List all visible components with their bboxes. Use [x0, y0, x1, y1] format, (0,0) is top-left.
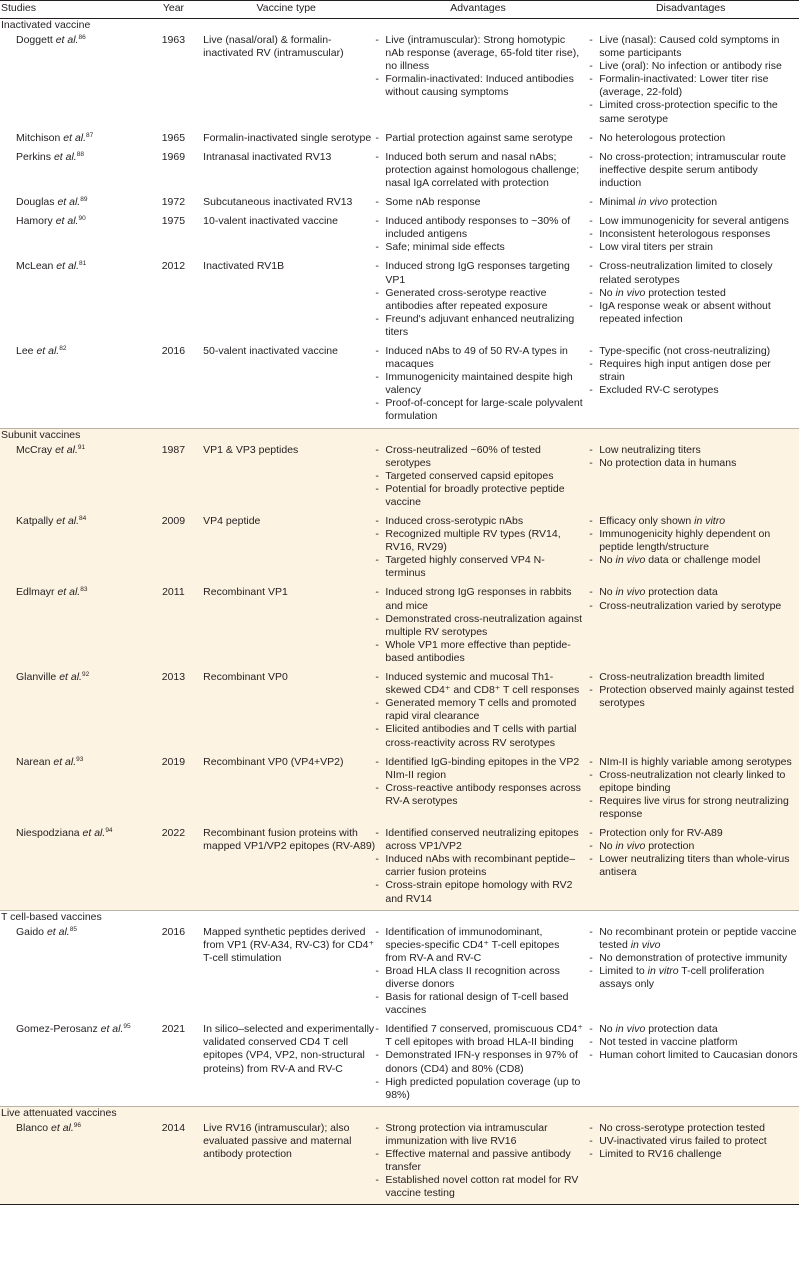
advantage-item: - Demonstrated IFN-γ responses in 97% of donors (CD4) and 80% (CD8) [375, 1049, 583, 1075]
disadvantage-item: - No in vivo protection [589, 840, 799, 853]
advantage-item: - High predicted population coverage (up to 98%) [375, 1076, 583, 1102]
advantage-item: - Proof-of-concept for large-scale polyvalent formulation [375, 397, 583, 423]
vaccine-type-cell: 50-valent inactivated vaccine [203, 344, 338, 357]
advantage-item: - Identification of immunodominant, species-specific CD4⁺ T-cell epitopes from RV-A and RV-C [375, 926, 583, 965]
table-row [0, 149, 799, 194]
disadvantage-item: - Limited to RV16 challenge [589, 1148, 799, 1161]
table-header-row [0, 0, 799, 19]
study-cell [0, 756, 148, 821]
disadvantage-cell [583, 1122, 799, 1201]
study-author: Narean [16, 755, 54, 768]
advantage-item: - Targeted highly conserved VP4 N-terminus [375, 554, 583, 580]
disadvantage-cell [583, 215, 799, 254]
disadvantage-item: - Live (nasal): Caused cold symptoms in some participants [589, 34, 799, 60]
disadvantage-item: - Protection observed mainly against tested serotypes [589, 684, 799, 710]
advantage-item: - Cross-neutralized ~60% of tested serotypes [375, 444, 583, 470]
advantage-item: - Targeted conserved capsid epitopes [375, 470, 583, 483]
year-cell: 2009 [161, 515, 186, 527]
study-etal: et al. [51, 1121, 74, 1134]
advantage-item: - Induced both serum and nasal nAbs; protection against homologous challenge; nasal IgA correlated with protection [375, 151, 583, 190]
advantage-item: - Generated cross-serotype reactive antibodies after repeated exposure [375, 287, 583, 313]
disadvantage-item: - NIm-II is highly variable among serotypes [589, 756, 799, 769]
year-cell: 2013 [161, 671, 186, 684]
vaccine-type-cell: Subcutaneous inactivated RV13 [203, 196, 353, 209]
year-cell: 2021 [161, 1023, 186, 1036]
year-cell: 1969 [161, 150, 186, 163]
disadvantage-cell [583, 515, 799, 580]
table-body [0, 19, 799, 1205]
advantage-item: - Broad HLA class II recognition across diverse donors [375, 965, 583, 991]
disadvantage-item: - Limited to in vitro T-cell proliferation assays only [589, 965, 799, 991]
disadvantage-item: - Cross-neutralization varied by serotype [589, 600, 799, 613]
vaccine-type-cell: Recombinant VP0 [203, 671, 288, 684]
study-etal: et al. [82, 827, 106, 840]
disadvantage-item: - Efficacy only shown in vitro [589, 515, 799, 528]
study-reference: 87 [86, 131, 94, 139]
disadvantage-item: - Formalin-inactivated: Lower titer rise (average, 22-fold) [589, 73, 799, 99]
table-row [0, 754, 799, 825]
disadvantage-item: - Live (oral): No infection or antibody rise [589, 60, 799, 73]
section-title: Live attenuated vaccines [1, 1106, 117, 1119]
header-vaccine-type: Vaccine type [256, 2, 316, 14]
section-title: Subunit vaccines [1, 428, 81, 441]
vaccine-type-cell: Inactivated RV1B [203, 260, 285, 273]
disadvantage-item: - No cross-protection; intramuscular route ineffective despite serum antibody induction [589, 151, 799, 190]
advantage-cell [375, 1122, 583, 1201]
advantage-item: - Induced nAbs with recombinant peptide–carrier fusion proteins [375, 853, 583, 879]
study-cell [0, 586, 148, 665]
study-etal: et al. [63, 131, 87, 144]
study-reference: 81 [79, 260, 87, 268]
advantage-item: - Immunogenicity maintained despite high valency [375, 371, 583, 397]
advantage-cell [375, 444, 583, 509]
disadvantage-item: - Type-specific (not cross-neutralizing) [589, 345, 799, 358]
advantage-item: - Formalin-inactivated: Induced antibodies without causing symptoms [375, 73, 583, 99]
disadvantage-item: - Requires live virus for strong neutralizing response [589, 795, 799, 821]
disadvantage-cell [583, 34, 799, 126]
study-etal: et al. [53, 150, 77, 163]
table-row [0, 258, 799, 343]
advantage-cell [375, 671, 583, 750]
advantage-item: - Some nAb response [375, 196, 583, 209]
disadvantage-item: - No in vivo protection data [589, 1023, 799, 1036]
advantage-cell [375, 151, 583, 190]
advantage-item: - Identified IgG-binding epitopes in the VP2 NIm-II region [375, 756, 583, 782]
study-cell [0, 260, 148, 339]
study-etal: et al. [56, 260, 80, 273]
table-row [0, 1120, 799, 1205]
disadvantage-item: - Inconsistent heterologous responses [589, 228, 799, 241]
disadvantage-cell [583, 132, 799, 145]
vaccine-type-cell: Live RV16 (intramuscular); also evaluated passive and maternal antibody protection [203, 1121, 352, 1161]
disadvantage-item: - IgA response weak or absent without repeated infection [589, 300, 799, 326]
study-etal: et al. [56, 515, 80, 527]
advantage-item: - Strong protection via intramuscular immunization with live RV16 [375, 1122, 583, 1148]
vaccine-type-cell: Recombinant fusion proteins with mapped VP1/VP2 epitopes (RV-A89) [203, 827, 376, 853]
advantage-item: - Effective maternal and passive antibody transfer [375, 1148, 583, 1174]
study-author: Niespodziana [16, 827, 83, 840]
advantage-cell [375, 260, 583, 339]
disadvantage-item: - Minimal in vivo protection [589, 196, 799, 209]
advantage-cell [375, 34, 583, 126]
disadvantage-item: - No demonstration of protective immunity [589, 952, 799, 965]
study-author: Douglas [16, 196, 58, 209]
study-cell [0, 1023, 148, 1102]
study-author: McCray [16, 443, 56, 456]
study-etal: et al. [57, 196, 81, 209]
study-reference: 86 [78, 34, 86, 41]
disadvantage-item: - Human cohort limited to Caucasian donors [589, 1049, 799, 1062]
vaccine-type-cell: Live (nasal/oral) & formalin-inactivated RV (intramuscular) [203, 34, 344, 60]
study-etal: et al. [59, 671, 82, 684]
study-cell [0, 827, 148, 906]
table-row [0, 213, 799, 258]
study-cell [0, 926, 148, 1018]
table-section [0, 429, 799, 911]
advantage-item: - Basis for rational design of T-cell based vaccines [375, 991, 583, 1017]
disadvantage-cell [583, 586, 799, 665]
study-cell [0, 345, 148, 424]
vaccine-type-cell: Formalin-inactivated single serotype [203, 131, 372, 144]
section-title: T cell-based vaccines [1, 910, 102, 923]
advantage-cell [375, 196, 583, 209]
table-section [0, 911, 799, 1107]
disadvantage-item: - No heterologous protection [589, 132, 799, 145]
study-etal: et al. [100, 1023, 124, 1036]
disadvantage-item: - No recombinant protein or peptide vaccine tested in vivo [589, 926, 799, 952]
advantage-item: - Cross-strain epitope homology with RV2 and RV14 [375, 879, 583, 905]
study-cell [0, 671, 148, 750]
advantage-item: - Live (intramuscular): Strong homotypic nAb response (average, 65-fold titer rise), no illness [375, 34, 583, 73]
advantage-item: - Identified conserved neutralizing epitopes across VP1/VP2 [375, 827, 583, 853]
vaccine-type-cell: In silico–selected and experimentally validated conserved CD4 T cell epitopes (VP4, VP2, non-structural proteins) from RV-A and RV-C [203, 1023, 375, 1075]
disadvantage-item: - Cross-neutralization limited to closely related serotypes [589, 260, 799, 286]
advantage-item: - Whole VP1 more effective than peptide-based antibodies [375, 639, 583, 665]
advantage-cell [375, 515, 583, 580]
vaccine-type-cell: 10-valent inactivated vaccine [203, 215, 338, 228]
year-cell: 2011 [162, 586, 185, 599]
study-cell [0, 151, 148, 190]
advantage-cell [375, 586, 583, 665]
disadvantage-cell [583, 926, 799, 1018]
study-reference: 96 [73, 1121, 82, 1129]
advantage-item: - Induced nAbs to 49 of 50 RV-A types in macaques [375, 345, 583, 371]
disadvantage-item: - No in vivo protection data [589, 586, 799, 599]
header-advantages: Advantages [450, 2, 506, 14]
disadvantage-cell [583, 345, 799, 424]
table-row [0, 513, 799, 584]
year-cell: 1987 [161, 443, 186, 456]
header-studies: Studies [1, 2, 37, 14]
study-author: Edlmayr [16, 586, 58, 599]
disadvantage-cell [583, 196, 799, 209]
advantage-item: - Induced antibody responses to ~30% of included antigens [375, 215, 583, 241]
study-author: Glanville [16, 671, 60, 684]
study-cell [0, 34, 148, 126]
study-etal: et al. [36, 344, 60, 357]
year-cell: 1975 [161, 215, 186, 228]
table-row [0, 584, 799, 669]
study-reference: 94 [105, 827, 113, 835]
year-cell: 2019 [161, 755, 186, 768]
vaccine-type-cell: Intranasal inactivated RV13 [203, 150, 332, 163]
study-cell [0, 444, 148, 509]
disadvantage-cell [583, 444, 799, 509]
disadvantage-cell [583, 827, 799, 906]
vaccine-type-cell: Recombinant VP0 (VP4+VP2) [203, 755, 344, 768]
disadvantage-cell [583, 151, 799, 190]
study-author: Katpally [16, 515, 57, 527]
study-author: Mitchison [16, 131, 64, 144]
vaccine-type-cell: Mapped synthetic peptides derived from VP1 (RV-A34, RV-C3) for CD4⁺ T-cell stimulation [203, 925, 375, 964]
year-cell: 2012 [161, 260, 186, 273]
advantage-item: - Generated memory T cells and promoted rapid viral clearance [375, 697, 583, 723]
study-author: Gaido [16, 925, 47, 938]
study-reference: 95 [123, 1023, 131, 1031]
disadvantage-item: - Not tested in vaccine platform [589, 1036, 799, 1049]
disadvantage-item: - No cross-serotype protection tested [589, 1122, 799, 1135]
advantage-item: - Identified 7 conserved, promiscuous CD4⁺ T cell epitopes with broad HLA-II binding [375, 1023, 583, 1049]
study-cell [0, 515, 148, 580]
disadvantage-cell [583, 1023, 799, 1102]
disadvantage-item: - Protection only for RV-A89 [589, 827, 799, 840]
disadvantage-cell [583, 671, 799, 750]
study-etal: et al. [57, 586, 81, 599]
table-row [0, 1021, 799, 1106]
advantage-item: - Elicited antibodies and T cells with partial cross-reactivity across RV serotypes [375, 723, 583, 749]
study-reference: 85 [69, 925, 77, 933]
table-section [0, 1107, 799, 1206]
study-etal: et al. [55, 34, 79, 46]
table-row [0, 32, 799, 130]
disadvantage-item: - No in vivo protection tested [589, 287, 799, 300]
study-author: Perkins [16, 150, 54, 163]
header-disadvantages: Disadvantages [655, 2, 726, 14]
disadvantage-item: - Cross-neutralization breadth limited [589, 671, 799, 684]
study-reference: 83 [80, 586, 88, 594]
study-author: Hamory [16, 215, 56, 228]
study-etal: et al. [55, 215, 79, 228]
advantage-cell [375, 926, 583, 1018]
advantage-cell [375, 756, 583, 821]
table-row [0, 130, 799, 149]
advantage-cell [375, 215, 583, 254]
study-reference: 82 [59, 344, 67, 352]
advantage-item: - Induced cross-serotypic nAbs [375, 515, 583, 528]
advantage-cell [375, 827, 583, 906]
disadvantage-item: - UV-inactivated virus failed to protect [589, 1135, 799, 1148]
advantage-item: - Partial protection against same serotype [375, 132, 583, 145]
advantage-item: - Induced strong IgG responses targeting VP1 [375, 260, 583, 286]
vaccine-type-cell: VP4 peptide [203, 515, 261, 527]
disadvantage-item: - Low viral titers per strain [589, 241, 799, 254]
table-row [0, 343, 799, 428]
year-cell: 1972 [161, 196, 186, 209]
disadvantage-item: - Lower neutralizing titers than whole-virus antisera [589, 853, 799, 879]
study-cell [0, 1122, 148, 1201]
table-row [0, 442, 799, 513]
year-cell: 1965 [161, 131, 186, 144]
study-reference: 90 [78, 215, 86, 223]
advantage-cell [375, 345, 583, 424]
advantage-item: - Safe; minimal side effects [375, 241, 583, 254]
advantage-cell [375, 1023, 583, 1102]
year-cell: 2022 [161, 827, 186, 840]
study-etal: et al. [46, 925, 70, 938]
disadvantage-item: - Low immunogenicity for several antigens [589, 215, 799, 228]
advantage-item: - Induced strong IgG responses in rabbits and mice [375, 586, 583, 612]
advantage-item: - Demonstrated cross-neutralization against multiple RV serotypes [375, 613, 583, 639]
study-reference: 92 [81, 671, 90, 679]
study-etal: et al. [53, 755, 77, 768]
study-author: McLean [16, 260, 57, 273]
table-row [0, 924, 799, 1022]
table-row [0, 825, 799, 910]
study-reference: 88 [76, 150, 84, 158]
disadvantage-item: - Limited cross-protection specific to the same serotype [589, 99, 799, 125]
study-reference: 91 [77, 443, 86, 451]
section-title: Inactivated vaccine [1, 19, 91, 31]
disadvantage-item: - No in vivo data or challenge model [589, 554, 799, 567]
study-reference: 89 [80, 196, 88, 204]
study-cell [0, 132, 148, 145]
advantage-item: - Established novel cotton rat model for RV vaccine testing [375, 1174, 583, 1200]
advantage-item: - Potential for broadly protective peptide vaccine [375, 483, 583, 509]
advantage-cell [375, 132, 583, 145]
advantage-item: - Recognized multiple RV types (RV14, RV16, RV29) [375, 528, 583, 554]
disadvantage-item: - Excluded RV-C serotypes [589, 384, 799, 397]
vaccine-type-cell: Recombinant VP1 [203, 586, 288, 599]
header-year: Year [162, 2, 185, 14]
study-author: Doggett [16, 34, 56, 46]
study-author: Blanco [16, 1121, 52, 1134]
study-author: Lee [16, 344, 37, 357]
table-section [0, 19, 799, 429]
study-cell [0, 196, 148, 209]
vaccine-type-cell: VP1 & VP3 peptides [203, 443, 299, 456]
year-cell: 2016 [161, 925, 186, 938]
disadvantage-item: - Immunogenicity highly dependent on peptide length/structure [589, 528, 799, 554]
disadvantage-item: - Cross-neutralization not clearly linked to epitope binding [589, 769, 799, 795]
advantage-item: - Induced systemic and mucosal Th1-skewed CD4⁺ and CD8⁺ T cell responses [375, 671, 583, 697]
disadvantage-item: - Requires high input antigen dose per strain [589, 358, 799, 384]
disadvantage-cell [583, 756, 799, 821]
year-cell: 2014 [161, 1121, 186, 1134]
study-cell [0, 215, 148, 254]
year-cell: 2016 [161, 344, 186, 357]
year-cell: 1963 [161, 34, 186, 46]
advantage-item: - Freund's adjuvant enhanced neutralizing titers [375, 313, 583, 339]
study-reference: 93 [76, 755, 84, 763]
study-reference: 84 [79, 515, 87, 522]
study-etal: et al. [55, 443, 78, 456]
table-row [0, 669, 799, 754]
study-author: Gomez-Perosanz [16, 1023, 101, 1036]
disadvantage-item: - No protection data in humans [589, 457, 799, 470]
advantage-item: - Cross-reactive antibody responses across RV-A serotypes [375, 782, 583, 808]
disadvantage-cell [583, 260, 799, 339]
disadvantage-item: - Low neutralizing titers [589, 444, 799, 457]
table-row [0, 194, 799, 213]
